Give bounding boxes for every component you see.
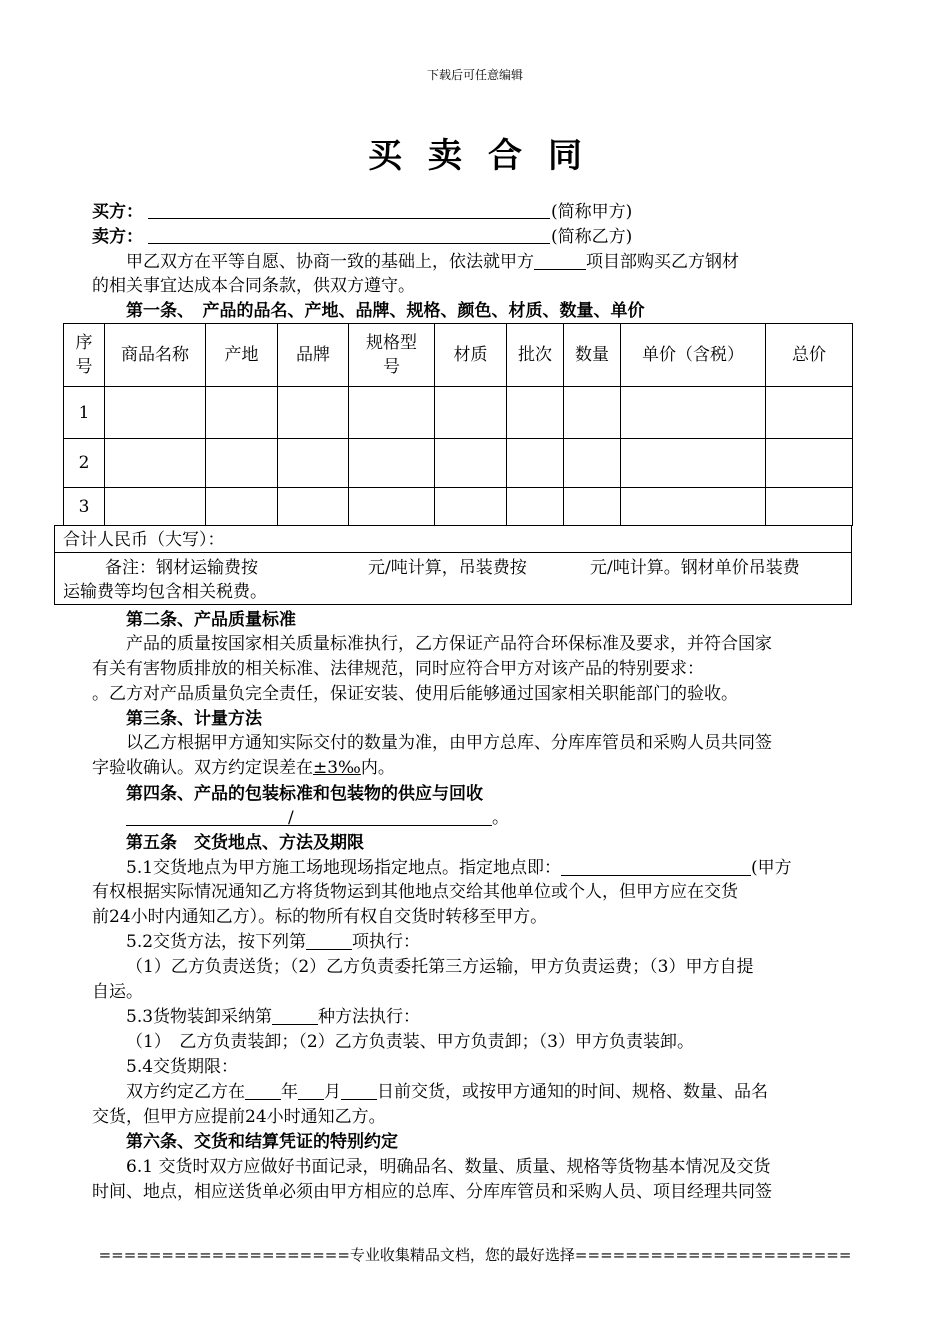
article-6-line-1: 6.1 交货时双方应做好书面记录，明确品名、数量、质量、规格等货物基本情况及交货 xyxy=(126,1157,771,1177)
col-header-spec: 规格型 号 xyxy=(349,324,435,387)
month-label: 月 xyxy=(324,1082,341,1102)
intro-text-b: 项目部购买乙方钢材 xyxy=(586,252,739,272)
year-blank xyxy=(245,1081,281,1100)
table-cell xyxy=(349,387,435,439)
article-5-1-text-b: (甲方 xyxy=(751,858,792,878)
total-rmb-label: 合计人民币（大写）： xyxy=(63,530,225,550)
table-cell xyxy=(507,387,564,439)
total-note-divider xyxy=(54,552,852,553)
table-cell xyxy=(507,488,564,526)
table-cell xyxy=(349,488,435,526)
col-header-total: 总价 xyxy=(766,324,853,387)
table-cell xyxy=(206,387,278,439)
seller-suffix: (简称乙方) xyxy=(551,227,633,247)
col-header-batch: 批次 xyxy=(507,324,564,387)
tolerance-value: ±3‰ xyxy=(313,758,361,778)
table-cell xyxy=(349,439,435,488)
table-cell xyxy=(621,439,766,488)
article-3-line-1: 以乙方根据甲方通知实际交付的数量为准，由甲方总库、分库库管员和采购人员共同签 xyxy=(126,733,772,753)
table-cell xyxy=(766,387,853,439)
article-5-3-line xyxy=(126,1005,420,1029)
table-cell xyxy=(435,439,507,488)
article-5-2-text-a: 5.2交货方法，按下列第 xyxy=(126,932,307,952)
table-row xyxy=(64,488,853,526)
article-2-line-3: 。乙方对产品质量负完全责任，保证安装、使用后能够通过国家相关职能部门的验收。 xyxy=(92,684,738,704)
table-cell xyxy=(564,387,621,439)
col-header-origin: 产地 xyxy=(206,324,278,387)
article-5-2-options-cont: 自运。 xyxy=(92,982,143,1002)
month-blank xyxy=(298,1081,324,1100)
buyer-suffix: (简称甲方) xyxy=(551,202,633,222)
table-cell xyxy=(766,439,853,488)
table-cell xyxy=(435,488,507,526)
col-header-qty: 数量 xyxy=(564,324,621,387)
packaging-blank-line xyxy=(126,825,492,826)
delivery-method-blank xyxy=(306,931,352,950)
article-2-line-1: 产品的质量按国家相关质量标准执行，乙方保证产品符合环保标准及要求，并符合国家 xyxy=(126,634,772,654)
buyer-label: 买方： xyxy=(92,202,143,222)
article-5-3-text-b: 种方法执行： xyxy=(318,1007,421,1027)
article-5-2-options: （1）乙方负责送货；（2）乙方负责委托第三方运输，甲方负责运费；（3）甲方自提 xyxy=(126,957,754,977)
table-cell xyxy=(105,488,206,526)
table-row xyxy=(64,387,853,439)
table-cell xyxy=(278,488,349,526)
note-text-d: 运输费等均包含相关税费。 xyxy=(63,582,267,602)
day-blank xyxy=(341,1081,377,1100)
table-cell xyxy=(621,488,766,526)
article-5-1-line-2: 有权根据实际情况通知乙方将货物运到其他地点交给其他单位或个人，但甲方应在交货 xyxy=(92,882,738,902)
loading-method-blank xyxy=(272,1006,318,1025)
article-5-4-text-b: 日前交货，或按甲方通知的时间、规格、数量、品名 xyxy=(377,1082,768,1102)
intro-line-1 xyxy=(126,250,739,274)
intro-line-2: 的相关事宜达成本合同条款，供双方遵守。 xyxy=(92,276,415,296)
article-4-heading: 第四条、产品的包装标准和包装物的供应与回收 xyxy=(126,784,483,804)
buyer-blank-line xyxy=(148,218,550,219)
article-3-line-2 xyxy=(92,756,395,780)
year-label: 年 xyxy=(281,1082,298,1102)
table-cell xyxy=(105,439,206,488)
table-cell xyxy=(206,439,278,488)
seller-label: 卖方： xyxy=(92,227,143,247)
row-seq: 1 xyxy=(64,387,105,439)
table-cell xyxy=(564,488,621,526)
article-3-text-b: 内。 xyxy=(360,758,395,778)
article-2-line-2: 有关有害物质排放的相关标准、法律规范，同时应符合甲方对该产品的特别要求： xyxy=(92,659,704,679)
article-5-2-line xyxy=(126,930,420,954)
article-1-heading: 第一条、 产品的品名、产地、品牌、规格、颜色、材质、数量、单价 xyxy=(126,301,645,321)
article-5-4-text-a: 双方约定乙方在 xyxy=(126,1082,245,1102)
table-cell xyxy=(507,439,564,488)
intro-text-a: 甲乙双方在平等自愿、协商一致的基础上，依法就甲方 xyxy=(126,252,534,272)
packaging-slash: / xyxy=(288,808,294,828)
seller-blank-line xyxy=(148,243,550,244)
article-5-4-line-2: 交货，但甲方应提前24小时通知乙方。 xyxy=(92,1107,386,1127)
table-header-row xyxy=(64,324,853,387)
col-header-name: 商品名称 xyxy=(105,324,206,387)
article-5-heading: 第五条 交货地点、方法及期限 xyxy=(126,833,364,853)
article-5-2-text-b: 项执行： xyxy=(352,932,421,952)
footer-banner: ====================专业收集精品文档，您的最好选择====================== xyxy=(98,1246,852,1264)
packaging-end: 。 xyxy=(492,808,509,828)
project-blank xyxy=(534,251,586,270)
col-header-brand: 品牌 xyxy=(278,324,349,387)
article-3-text-a: 字验收确认。双方约定误差在 xyxy=(92,758,313,778)
delivery-location-blank xyxy=(561,857,751,876)
article-5-1-text-a: 5.1交货地点为甲方施工场地现场指定地点。指定地点即： xyxy=(126,858,562,878)
col-header-unit-price: 单价（含税） xyxy=(621,324,766,387)
row-seq: 2 xyxy=(64,439,105,488)
article-5-4-line-1 xyxy=(126,1080,768,1104)
note-text-b: 元/吨计算，吊装费按 xyxy=(368,558,527,578)
table-cell xyxy=(435,387,507,439)
goods-table xyxy=(63,323,853,526)
article-2-heading: 第二条、产品质量标准 xyxy=(126,610,296,630)
row-seq: 3 xyxy=(64,488,105,526)
table-cell xyxy=(105,387,206,439)
col-header-material: 材质 xyxy=(435,324,507,387)
table-cell xyxy=(564,439,621,488)
article-6-heading: 第六条、交货和结算凭证的特别约定 xyxy=(126,1132,398,1152)
contract-title: 买卖合同 xyxy=(368,136,608,176)
article-3-heading: 第三条、计量方法 xyxy=(126,709,262,729)
article-5-3-options: （1） 乙方负责装卸；（2）乙方负责装、甲方负责卸；（3）甲方负责装卸。 xyxy=(126,1032,694,1052)
article-5-1-line-1 xyxy=(126,856,792,880)
article-5-4-heading: 5.4交货期限： xyxy=(126,1057,239,1077)
table-cell xyxy=(766,488,853,526)
table-row xyxy=(64,439,853,488)
table-cell xyxy=(278,439,349,488)
article-5-1-line-3: 前24小时内通知乙方）。标的物所有权自交货时转移至甲方。 xyxy=(92,907,548,927)
table-cell xyxy=(278,387,349,439)
article-6-line-2: 时间、地点，相应送货单必须由甲方相应的总库、分库库管员和采购人员、项目经理共同签 xyxy=(92,1182,772,1202)
table-cell xyxy=(206,488,278,526)
col-header-seq: 序 号 xyxy=(64,324,105,387)
header-note: 下载后可任意编辑 xyxy=(426,68,523,82)
note-text-a: 备注：钢材运输费按 xyxy=(105,558,258,578)
article-5-3-text-a: 5.3货物装卸采纳第 xyxy=(126,1007,273,1027)
note-text-c: 元/吨计算。钢材单价吊装费 xyxy=(590,558,800,578)
table-cell xyxy=(621,387,766,439)
